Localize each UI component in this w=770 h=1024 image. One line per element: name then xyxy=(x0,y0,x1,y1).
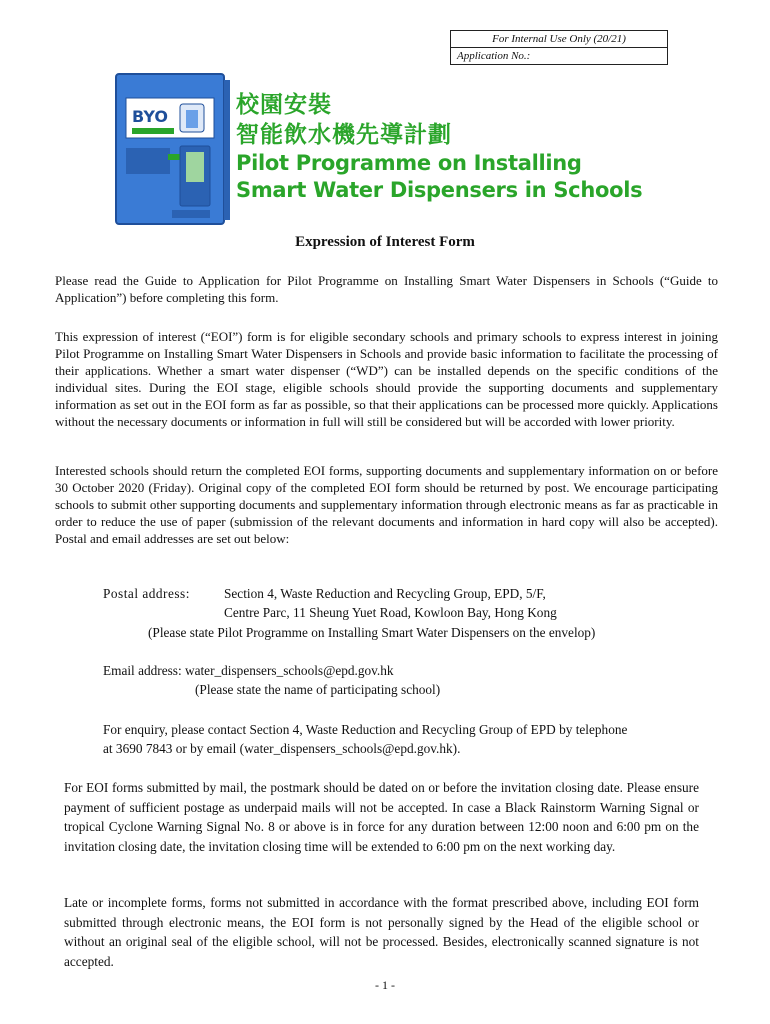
postal-address-line1: Section 4, Waste Reduction and Recycling Group, EPD, 5/F, xyxy=(224,586,546,601)
postmark-paragraph: For EOI forms submitted by mail, the postmark should be dated on or before the invitation closing date. Please ensure payment of sufficient postage as underpaid mails will not be accepted. In case a Black Rainstorm Warning Signal or tropical Cyclone Warning Signal No. 8 or above is in force for any duration between 12:00 noon and 6:00 pm on the invitation closing date, the invitation closing time will be extended to 6:00 pm on the next working day. xyxy=(64,780,699,854)
postal-address-label: Postal address: xyxy=(103,586,190,601)
form-title: Expression of Interest Form xyxy=(295,234,475,250)
internal-use-label: For Internal Use Only (20/21) xyxy=(451,31,667,48)
logo-english-line1: Pilot Programme on Installing xyxy=(236,151,582,175)
submission-paragraph: Interested schools should return the completed EOI forms, supporting documents and supplementary information on or before 30 October 2020 (Friday). Original copy of the completed EOI form should be returned by post. We encourage participating schools to submit other supporting documents and supplementary information through electronic means as far as practicable in order to reduce the use of paper (submission of the relevant documents and information in hard copy will also be accepted). Postal and email addresses are set out below: xyxy=(55,463,718,546)
enquiry-line1: For enquiry, please contact Section 4, Waste Reduction and Recycling Group of EPD by telephone xyxy=(103,722,628,737)
svg-text:BYO: BYO xyxy=(132,107,168,126)
logo-english-line2: Smart Water Dispensers in Schools xyxy=(236,178,643,202)
eoi-purpose-paragraph: This expression of interest (“EOI”) form is for eligible secondary schools and primary schools to express interest in joining Pilot Programme on Installing Smart Water Dispensers in Schools and provide basic information to facilitate the processing of their applications. Whether a smart water dispenser (“WD”) can be installed depends on the specific conditions of the individual sites. During the EOI stage, eligible schools should provide the supporting documents and supplementary information as set out in the EOI form as far as possible, so that their applications can be processed more quickly. Applications without the necessary documents or information in full will still be considered but will be accorded with lower priority. xyxy=(55,329,718,429)
email-address: Email address: water_dispensers_schools@epd.gov.hk xyxy=(103,663,394,678)
intro-paragraph: Please read the Guide to Application for Pilot Programme on Installing Smart Water Dispensers in Schools (“Guide to Application”) before completing this form. xyxy=(55,273,718,305)
logo-text xyxy=(236,90,642,204)
postal-address-note: (Please state Pilot Programme on Installing Smart Water Dispensers on the envelop) xyxy=(148,625,596,640)
email-note: (Please state the name of participating school) xyxy=(195,682,441,697)
application-no-label: Application No.: xyxy=(457,50,531,62)
logo-chinese-line2: 智能飲水機先導計劃 xyxy=(236,122,452,148)
water-dispenser-icon xyxy=(112,70,232,230)
internal-use-box xyxy=(450,30,668,65)
programme-logo xyxy=(112,70,672,240)
page-number: - 1 - xyxy=(375,978,395,992)
postal-address-line2: Centre Parc, 11 Sheung Yuet Road, Kowloon Bay, Hong Kong xyxy=(224,605,557,620)
late-forms-paragraph: Late or incomplete forms, forms not submitted in accordance with the format prescribed above, including EOI form submitted through electronic means, the EOI form is not personally signed by the Head of the eligible school or without an original seal of the eligible school, will not be processed. Besides, electronically scanned signature is not accepted. xyxy=(64,895,699,969)
enquiry-line2: at 3690 7843 or by email (water_dispensers_schools@epd.gov.hk). xyxy=(103,741,461,756)
logo-chinese-line1: 校園安裝 xyxy=(236,92,332,118)
